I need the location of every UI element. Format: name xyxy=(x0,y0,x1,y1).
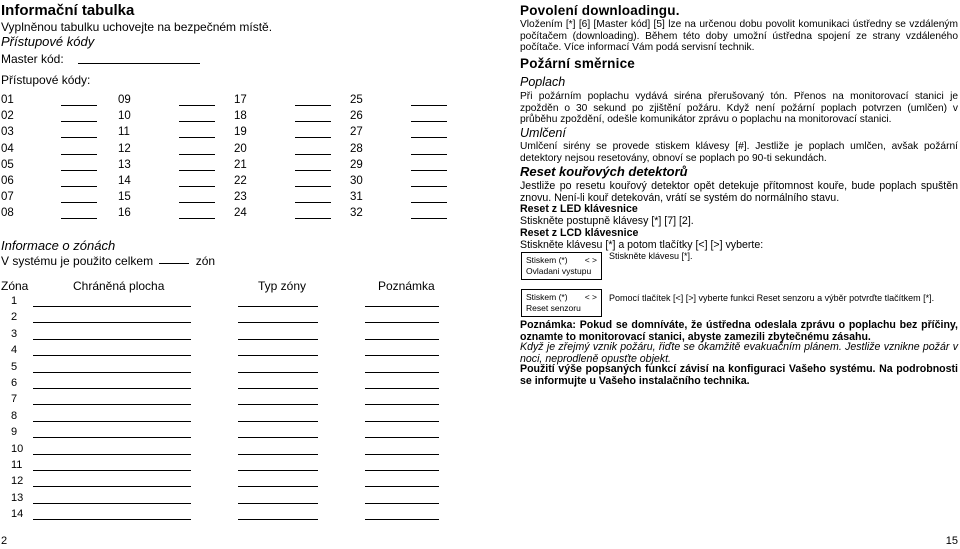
zone-type-line xyxy=(238,372,318,373)
zone-area-line xyxy=(33,470,191,471)
code-number: 25 xyxy=(350,94,363,106)
zone-type-line xyxy=(238,437,318,438)
code-number: 28 xyxy=(350,142,363,155)
zone-note-line xyxy=(365,503,439,504)
zone-row xyxy=(0,311,450,327)
zone-note-line xyxy=(365,306,439,307)
zones-count-prefix: V systému je použito celkem xyxy=(1,254,154,268)
zone-number: 9 xyxy=(11,426,18,439)
right-page xyxy=(519,0,960,549)
zone-row xyxy=(0,344,450,360)
zone-number: 2 xyxy=(11,311,18,324)
zone-note-line xyxy=(365,519,439,520)
reset-smoke-paragraph: Jestliže po resetu kouřový detektor opět detekuje přítomnost kouře, bude poplach spuštěn znovu. Není-li kouř detekován, vrátí se systém do normálního stavu. xyxy=(520,180,958,204)
alarm-paragraph: Při požárním poplachu vydává siréna přerušovaný tón. Přenos na monitorovací stanici je zpožděn o 30 sekund po zjištění požáru. Když není požární poplach potvrzen (umlčen) v průběhu zpoždění, odešle komunikátor zprávu o poplachu na monitorovací stanici. xyxy=(520,91,958,125)
alarm-heading: Poplach xyxy=(520,75,566,89)
zone-row xyxy=(0,361,450,377)
silence-heading: Umlčení xyxy=(520,126,566,140)
code-entry-line xyxy=(295,186,331,187)
display-press-label-2: Stiskem (*) xyxy=(526,292,568,302)
zone-number: 5 xyxy=(11,360,18,373)
zone-type-line xyxy=(238,486,318,487)
code-entry-line xyxy=(179,186,215,187)
zone-note-line xyxy=(365,355,439,356)
access-codes-grid xyxy=(1,93,441,223)
code-entry-line xyxy=(179,170,215,171)
col-area: Chráněná plocha xyxy=(73,279,165,293)
code-entry-line xyxy=(61,154,97,155)
code-row xyxy=(1,158,441,174)
zone-number: 4 xyxy=(11,344,18,357)
zone-row xyxy=(0,295,450,311)
col-note: Poznámka xyxy=(378,279,435,293)
reset-led-heading: Reset z LED klávesnice xyxy=(520,203,638,215)
zone-table-rows xyxy=(0,295,450,524)
zone-area-line xyxy=(33,306,191,307)
zone-type-line xyxy=(238,355,318,356)
code-number: 07 xyxy=(1,191,14,204)
code-number: 13 xyxy=(118,158,131,171)
zone-row xyxy=(0,475,450,491)
zone-number: 14 xyxy=(11,508,24,521)
code-number: 09 xyxy=(118,94,131,106)
code-number: 19 xyxy=(234,126,247,139)
fire-guidelines-heading: Požární směrnice xyxy=(520,56,635,71)
code-number: 31 xyxy=(350,191,363,204)
reset-led-text: Stiskněte postupně klávesy [*] [7] [2]. xyxy=(520,215,694,227)
code-number: 32 xyxy=(350,207,363,220)
code-entry-line xyxy=(61,186,97,187)
code-number: 21 xyxy=(234,158,247,171)
code-entry-line xyxy=(295,121,331,122)
zone-row xyxy=(0,459,450,475)
zone-area-line xyxy=(33,437,191,438)
zones-count-text xyxy=(1,254,215,268)
code-number: 06 xyxy=(1,174,14,187)
code-entry-line xyxy=(295,218,331,219)
code-number: 08 xyxy=(1,207,14,220)
code-number: 10 xyxy=(118,110,131,123)
code-entry-line xyxy=(61,137,97,138)
zone-area-line xyxy=(33,388,191,389)
code-row xyxy=(1,109,441,125)
zone-note-line xyxy=(365,404,439,405)
reset-lcd-text: Stiskněte klávesu [*] a potom tlačítky [<] [>] vyberte: xyxy=(520,239,764,251)
code-entry-line xyxy=(179,218,215,219)
zone-note-line xyxy=(365,421,439,422)
zone-note-line xyxy=(365,339,439,340)
code-entry-line xyxy=(61,218,97,219)
code-number: 17 xyxy=(234,94,247,106)
code-number: 03 xyxy=(1,126,14,139)
zone-area-line xyxy=(33,322,191,323)
zone-type-line xyxy=(238,519,318,520)
final-note-paragraph: Použití výše popsaných funkcí závisí na konfiguraci Vašeho systému. Na podrobnosti se informujte u Vašeho instalačního technika. xyxy=(520,363,958,387)
code-row xyxy=(1,125,441,141)
code-number: 29 xyxy=(350,158,363,171)
code-row xyxy=(1,190,441,206)
code-entry-line xyxy=(61,170,97,171)
zone-row xyxy=(0,328,450,344)
zones-count-line xyxy=(159,263,189,264)
code-number: 14 xyxy=(118,174,131,187)
access-codes-heading: Přístupové kódy xyxy=(1,34,95,49)
zone-type-line xyxy=(238,421,318,422)
code-entry-line xyxy=(179,137,215,138)
code-number: 02 xyxy=(1,110,14,123)
zone-note-line xyxy=(365,322,439,323)
reset-lcd-heading: Reset z LCD klávesnice xyxy=(520,227,639,239)
zone-row xyxy=(0,393,450,409)
code-entry-line xyxy=(179,105,215,106)
code-number: 15 xyxy=(118,191,131,204)
code-entry-line xyxy=(411,154,447,155)
code-number: 22 xyxy=(234,174,247,187)
zone-area-line xyxy=(33,355,191,356)
zone-row xyxy=(0,492,450,508)
zone-row xyxy=(0,410,450,426)
code-number: 04 xyxy=(1,142,14,155)
code-number: 05 xyxy=(1,158,14,171)
zone-type-line xyxy=(238,503,318,504)
code-number: 27 xyxy=(350,126,363,139)
zone-type-line xyxy=(238,470,318,471)
lcd-display-output-control xyxy=(521,252,602,280)
reset-smoke-heading: Reset kouřových detektorů xyxy=(520,164,688,179)
code-entry-line xyxy=(179,121,215,122)
zone-number: 1 xyxy=(11,295,18,307)
zone-number: 13 xyxy=(11,491,24,504)
zone-number: 8 xyxy=(11,409,18,422)
info-table-title: Informační tabulka xyxy=(1,2,135,19)
zone-type-line xyxy=(238,306,318,307)
zone-row xyxy=(0,377,450,393)
zone-type-line xyxy=(238,454,318,455)
zone-note-line xyxy=(365,486,439,487)
zone-area-line xyxy=(33,519,191,520)
code-row xyxy=(1,174,441,190)
code-row xyxy=(1,206,441,222)
code-entry-line xyxy=(295,105,331,106)
code-number: 24 xyxy=(234,207,247,220)
code-entry-line xyxy=(179,202,215,203)
display-menu-text-2: Reset senzoru xyxy=(526,303,581,313)
zone-note-line xyxy=(365,388,439,389)
silence-paragraph: Umlčení sirény se provede stiskem klávesy [#]. Jestliže je poplach umlčen, avšak požární detektory nejsou resetovány, obnoví se poplach po 90-ti sekundách. xyxy=(520,141,958,164)
code-entry-line xyxy=(61,121,97,122)
zone-note-line xyxy=(365,437,439,438)
code-entry-line xyxy=(411,202,447,203)
zone-area-line xyxy=(33,421,191,422)
zone-row xyxy=(0,443,450,459)
code-number: 26 xyxy=(350,110,363,123)
code-entry-line xyxy=(411,170,447,171)
code-number: 30 xyxy=(350,174,363,187)
zone-number: 6 xyxy=(11,376,18,389)
code-entry-line xyxy=(295,154,331,155)
note-italic-paragraph: Když je zřejmý vznik požáru, řiďte se okamžitě evakuačním plánem. Jestliže vznikne požár v noci, neprodleně opusťte objekt. xyxy=(520,341,958,365)
code-row xyxy=(1,93,441,109)
code-row xyxy=(1,142,441,158)
zone-note-line xyxy=(365,372,439,373)
page-number-right: 15 xyxy=(945,535,958,547)
zone-type-line xyxy=(238,404,318,405)
col-zone: Zóna xyxy=(1,279,29,293)
master-code-label: Master kód: xyxy=(1,52,64,66)
code-number: 01 xyxy=(1,94,14,106)
code-entry-line xyxy=(411,218,447,219)
zones-heading: Informace o zónách xyxy=(1,238,116,253)
zone-row xyxy=(0,508,450,524)
code-entry-line xyxy=(61,202,97,203)
code-entry-line xyxy=(61,105,97,106)
note-bold-paragraph: Poznámka: Pokud se domníváte, že ústředna odeslala zprávu o poplachu bez příčiny, oznamte to monitorovací stanici, abyste zamezili zbytečnému zásahu. xyxy=(520,319,958,343)
zone-type-line xyxy=(238,322,318,323)
zone-note-line xyxy=(365,470,439,471)
code-entry-line xyxy=(411,137,447,138)
display-press-label: Stiskem (*) xyxy=(526,255,568,265)
zone-number: 11 xyxy=(11,458,23,471)
press-star-note: Stiskněte klávesu [*]. xyxy=(609,251,693,261)
code-number: 20 xyxy=(234,142,247,155)
code-entry-line xyxy=(411,105,447,106)
zone-row xyxy=(0,426,450,442)
zone-number: 3 xyxy=(11,327,18,340)
code-entry-line xyxy=(411,186,447,187)
lcd-display-sensor-reset xyxy=(521,289,602,317)
code-number: 16 xyxy=(118,207,131,220)
zone-number: 12 xyxy=(11,475,24,488)
zone-number: 7 xyxy=(11,393,18,406)
zone-type-line xyxy=(238,388,318,389)
col-type: Typ zóny xyxy=(258,279,307,293)
zone-number: 10 xyxy=(11,442,24,455)
code-number: 12 xyxy=(118,142,131,155)
display-arrows: < > xyxy=(584,255,597,265)
zone-area-line xyxy=(33,404,191,405)
zone-area-line xyxy=(33,372,191,373)
access-codes-label: Přístupové kódy: xyxy=(1,73,91,87)
code-number: 18 xyxy=(234,110,247,123)
zone-note-line xyxy=(365,454,439,455)
display-arrows-2: < > xyxy=(584,292,597,302)
code-entry-line xyxy=(295,202,331,203)
page-number-left: 2 xyxy=(1,535,8,547)
intro-text: Vyplněnou tabulku uchovejte na bezpečném místě. xyxy=(1,20,273,34)
zone-area-line xyxy=(33,486,191,487)
zone-area-line xyxy=(33,339,191,340)
master-code-line xyxy=(78,63,200,64)
display-menu-text: Ovladani vystupu xyxy=(526,266,592,276)
code-entry-line xyxy=(179,154,215,155)
zone-type-line xyxy=(238,339,318,340)
download-paragraph: Vložením [*] [6] [Master kód] [5] lze na určenou dobu povolit komunikaci ústředny se vzdáleným počítačem (downloading). Během této doby umožní ústředna spojení ze strany vzdáleného počítače. Více informací Vám podá servisní technik. xyxy=(520,19,958,53)
download-heading: Povolení downloadingu. xyxy=(520,3,680,18)
left-page xyxy=(0,0,450,549)
code-number: 23 xyxy=(234,191,247,204)
zone-area-line xyxy=(33,503,191,504)
zones-count-suffix: zón xyxy=(195,254,216,268)
code-entry-line xyxy=(411,121,447,122)
code-entry-line xyxy=(295,170,331,171)
code-entry-line xyxy=(295,137,331,138)
code-number: 11 xyxy=(118,126,130,139)
zone-area-line xyxy=(33,454,191,455)
select-reset-note: Pomocí tlačítek [<] [>] vyberte funkci Reset senzoru a výběr potvrďte tlačítkem [*]. xyxy=(609,293,935,303)
